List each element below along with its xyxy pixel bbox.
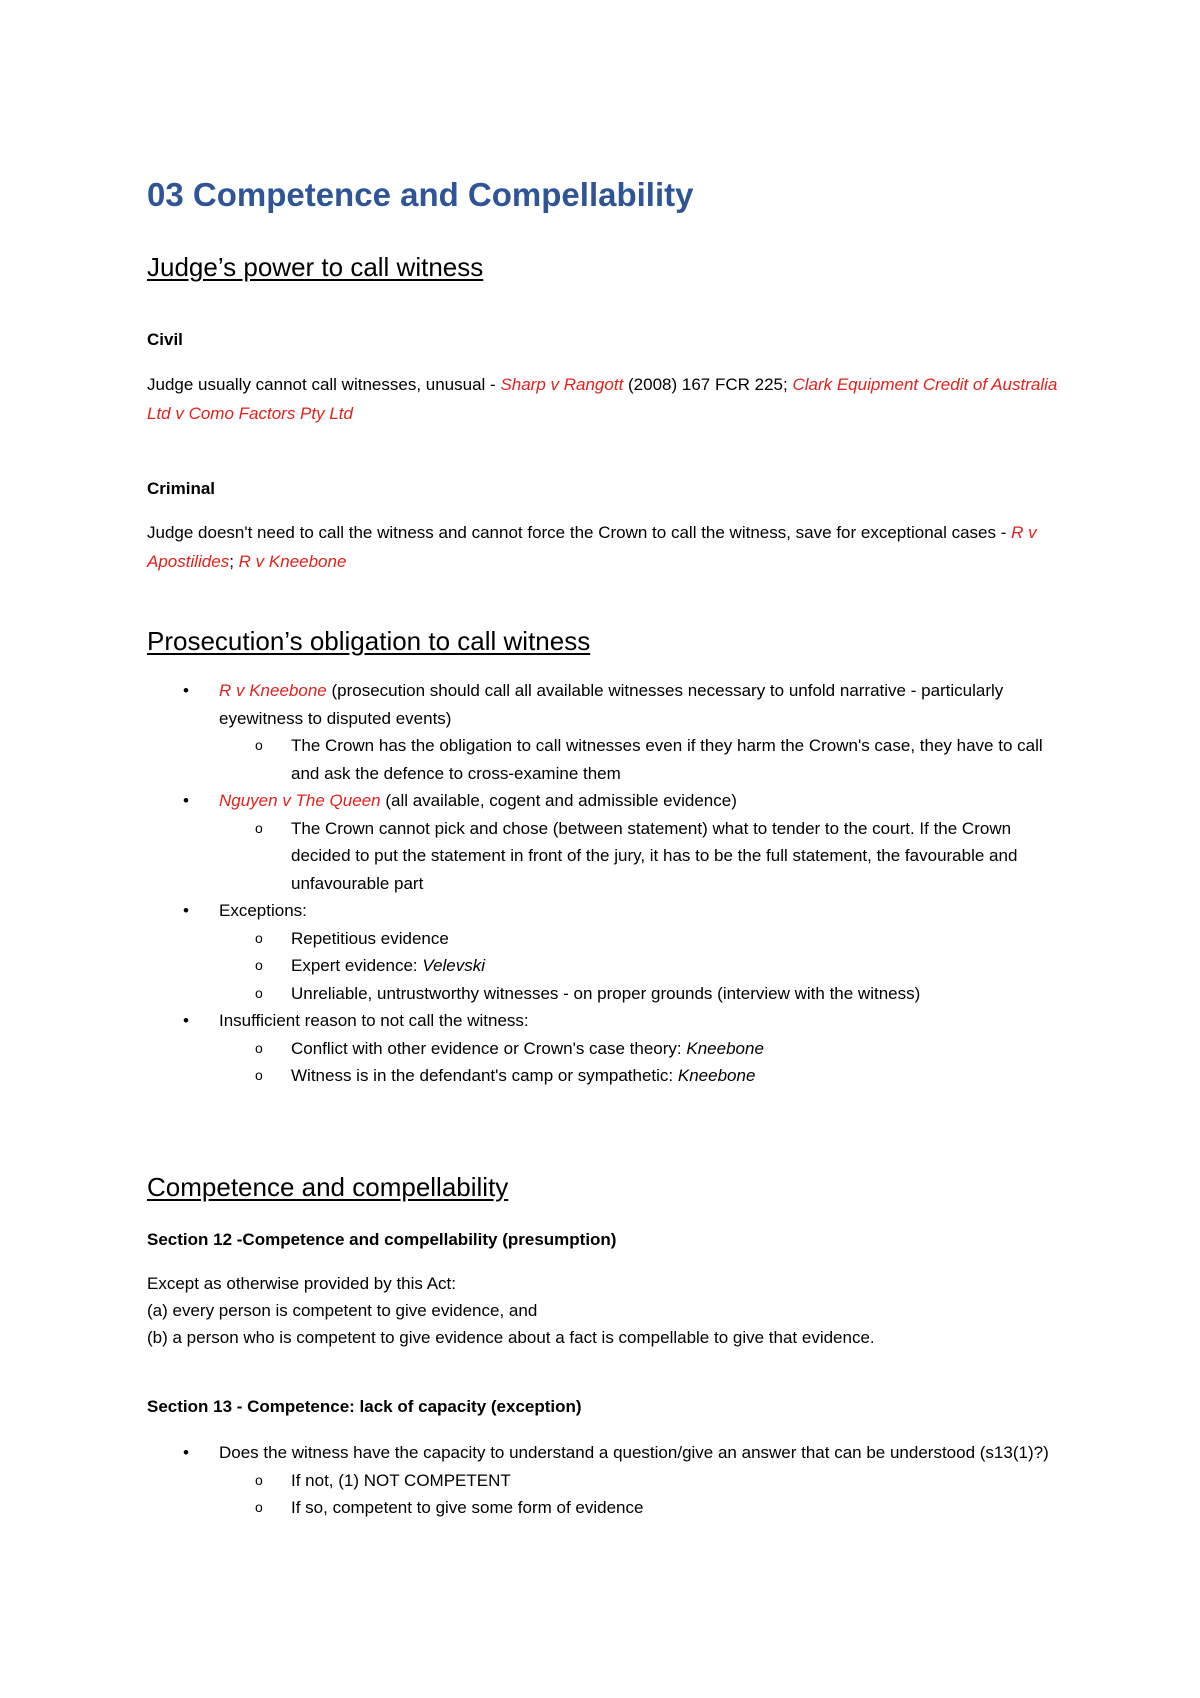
sub-list <box>219 1467 1067 1522</box>
text: ; <box>229 552 239 571</box>
section-12-text <box>147 1270 1067 1351</box>
heading-competence: Competence and compellability <box>147 1172 509 1202</box>
bullet-list-prosecution <box>147 677 1067 1090</box>
list-item <box>147 1007 1067 1090</box>
case-citation: Clark Equipment Credit of Australia Ltd v Como Factors Pty Ltd <box>147 375 1058 423</box>
sub-list <box>219 1035 1067 1090</box>
heading-prosecution-obligation: Prosecution’s obligation to call witness <box>147 626 591 656</box>
case-citation: Velevski <box>422 956 486 975</box>
text: The Crown cannot pick and chose (between statement) what to tender to the court. If the Crown decided to put the statement in front of the jury, it has to be the full statement, the favourable and unfavourable part <box>291 818 1018 893</box>
case-citation: R v Apostilides <box>147 523 1037 571</box>
circle-bullet-icon: o <box>255 1499 263 1515</box>
case-citation: R v Kneebone <box>238 552 347 571</box>
circle-bullet-icon: o <box>255 929 263 946</box>
circle-bullet-icon: o <box>255 1039 263 1056</box>
sub-list-item <box>219 732 1067 787</box>
label-civil: Civil <box>147 330 183 349</box>
list-item <box>147 787 1067 897</box>
sub-list <box>219 815 1067 898</box>
text-line: Except as otherwise provided by this Act: <box>147 1274 456 1293</box>
bullet-list-section-13 <box>147 1439 1067 1522</box>
case-citation: Kneebone <box>677 1066 756 1085</box>
text: Witness is in the defendant's camp or sympathetic: <box>291 1066 678 1085</box>
text: Judge doesn't need to call the witness and cannot force the Crown to call the witness, save for exceptional cases - <box>147 523 1012 542</box>
case-citation: Kneebone <box>686 1038 764 1058</box>
text: Repetitious evidence <box>291 928 449 948</box>
sub-list-item <box>219 925 1067 953</box>
page-title: 03 Competence and Compellability <box>147 176 694 213</box>
text-line: (a) every person is competent to give evidence, and <box>147 1301 538 1320</box>
sub-list-item <box>219 980 1067 1008</box>
text: Judge usually cannot call witnesses, unusual - <box>147 375 501 394</box>
bullet-icon: • <box>183 681 189 700</box>
list-item <box>147 1439 1067 1522</box>
list-item <box>147 677 1067 787</box>
text: The Crown has the obligation to call witnesses even if they harm the Crown's case, they have to call and ask the defence to cross-examine them <box>291 736 1043 783</box>
circle-bullet-icon: o <box>255 957 263 973</box>
paragraph-criminal <box>147 518 1067 576</box>
circle-bullet-icon: o <box>255 819 263 836</box>
bullet-icon: • <box>183 791 189 810</box>
circle-bullet-icon: o <box>255 737 263 753</box>
text: If not, (1) NOT COMPETENT <box>291 1470 511 1490</box>
label-section-12: Section 12 -Competence and compellability (presumption) <box>147 1230 617 1249</box>
paragraph-civil <box>147 370 1067 428</box>
case-citation: R v Kneebone <box>219 681 327 700</box>
label-section-13: Section 13 - Competence: lack of capacity (exception) <box>147 1397 582 1416</box>
list-item <box>147 897 1067 1007</box>
sub-list-item <box>219 1494 1067 1522</box>
text: Expert evidence: <box>291 956 423 975</box>
circle-bullet-icon: o <box>255 1067 263 1083</box>
text: Unreliable, untrustworthy witnesses - on proper grounds (interview with the witness) <box>291 983 921 1003</box>
text: If so, competent to give some form of evidence <box>291 1498 644 1517</box>
sub-list-item <box>219 815 1067 898</box>
sub-list-item <box>219 952 1067 980</box>
sub-list-item <box>219 1035 1067 1063</box>
text: Exceptions: <box>219 901 307 920</box>
circle-bullet-icon: o <box>255 1471 263 1488</box>
label-criminal: Criminal <box>147 479 216 498</box>
text: (prosecution should call all available witnesses necessary to unfold narrative - particularly eyewitness to disputed events) <box>219 681 1004 728</box>
text: (2008) 167 FCR 225; <box>623 375 793 394</box>
text: (all available, cogent and admissible evidence) <box>380 791 737 810</box>
text: Conflict with other evidence or Crown's case theory: <box>291 1038 687 1058</box>
bullet-icon: • <box>183 1011 189 1030</box>
text-line: (b) a person who is competent to give evidence about a fact is compellable to give that evidence. <box>147 1328 875 1347</box>
circle-bullet-icon: o <box>255 984 263 1001</box>
sub-list-item <box>219 1062 1067 1090</box>
sub-list <box>219 925 1067 1008</box>
bullet-icon: • <box>183 1443 189 1462</box>
sub-list <box>219 732 1067 787</box>
bullet-icon: • <box>183 901 189 920</box>
sub-list-item <box>219 1467 1067 1495</box>
text: Insufficient reason to not call the witness: <box>219 1011 529 1030</box>
case-citation: Nguyen v The Queen <box>219 791 381 810</box>
heading-judge-power: Judge’s power to call witness <box>147 252 484 282</box>
case-citation: Sharp v Rangott <box>500 375 624 394</box>
text: Does the witness have the capacity to understand a question/give an answer that can be understood (s13(1)?) <box>219 1443 1049 1462</box>
